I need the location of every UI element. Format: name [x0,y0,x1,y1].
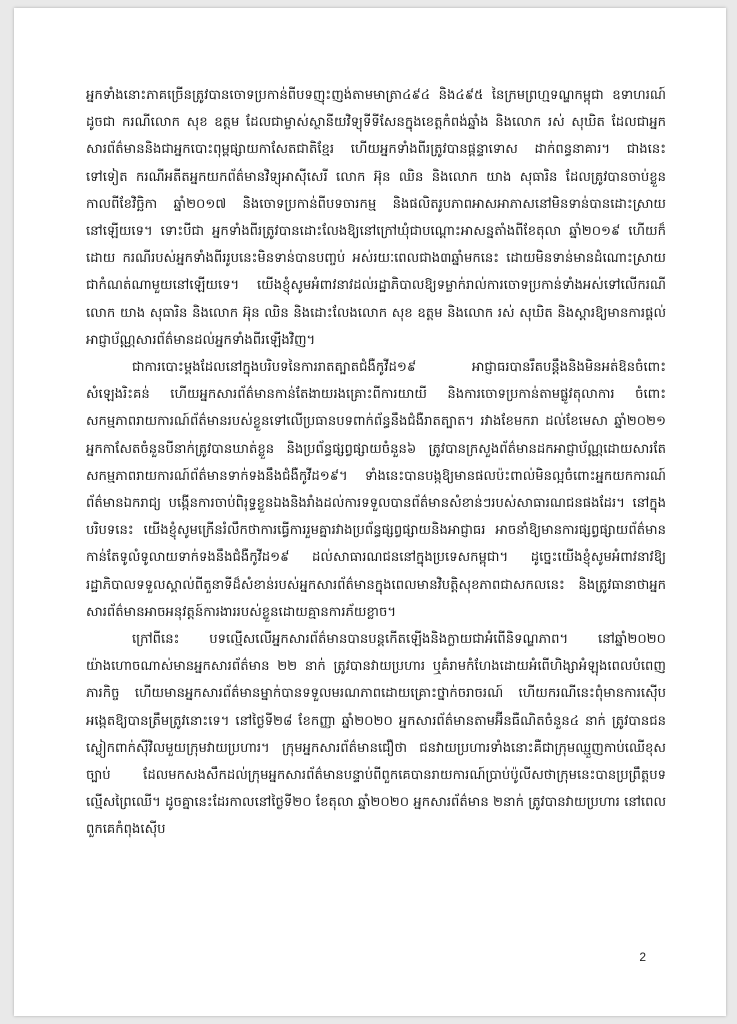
document-page [14,8,726,1016]
body-text [86,82,666,844]
page-number: 2 [639,950,646,964]
paragraph-3: ក្រៅពីនេះ បទល្មើសលើអ្នកសារព័ត៌មានបានបន្តកើតឡើងនិងក្លាយជាអំពើនិទណ្ឌភាព។ នៅឆ្នាំ២០២០ យ៉ាងហោចណាស់មានអ្នកសារព័ត៌មាន ២២ នាក់ ត្រូវបានវាយប្រហារ ឬគំរាមកំហែងដោយអំពើហិង្សាអំឡុងពេលបំពេញភារកិច្ច ហើយមានអ្នកសារព័ត៌មានម្នាក់បានទទួលមរណភាពដោយគ្រោះថ្នាក់ចរាចរណ៍ ហើយករណីនេះពុំមានការស៊ើបអង្កេតឱ្យបានត្រឹមត្រូវនោះទេ។ នៅថ្ងៃទី២៨ ខែកញ្ញា ឆ្នាំ២០២០ អ្នកសារព័ត៌មានតាមអ៊ីនធឺណិតចំនួន៤ នាក់ ត្រូវបានជនស្លៀកពាក់ស៊ីវិលមួយក្រុមវាយប្រហារ។ ក្រុមអ្នកសារព័ត៌មានជឿថា ជនវាយប្រហារទាំងនោះគឺជាក្រុមឈ្មួញកាប់ឈើខុសច្បាប់ ដែលមកសងសឹកដល់ក្រុមអ្នកសារព័ត៌មានបន្ទាប់ពីពួកគេបានរាយការណ៍ប្រាប់ប៉ូលីសថាក្រុមនេះបានប្រព្រឹត្តបទល្មើសព្រៃឈើ។ ដូចគ្នានេះដែរកាលនៅថ្ងៃទី២០ ខែតុលា ឆ្នាំ២០២០ អ្នកសារព័ត៌មាន ២នាក់ ត្រូវបានវាយប្រហារ នៅពេលពួកគេកំពុងស៊ើប [86,632,666,838]
paragraph-2: ជាការបោះម្តងដែលនៅក្នុងបរិបទនៃការរាតត្បាតជំងឺកូវីដ១៩ អាជ្ញាធរបានរឹតបន្តឹងនិងមិនអត់ឱនចំពោះសំឡេងរិះគន់ ហើយអ្នកសារព័ត៌មានកាន់តែងាយរងគ្រោះពីការយាយី និងការចោទប្រកាន់តាមផ្លូវតុលាការ ចំពោះសកម្មភាពរាយការណ៍ព័ត៌មានរបស់ខ្លួនទៅលើប្រធានបទពាក់ព័ន្ធនឹងជំងឺរាតត្បាត។ រវាងខែមករា ដល់ខែមេសា ឆ្នាំ២០២១ អ្នកកាសែតចំនួនបីនាក់ត្រូវបានឃាត់ខ្លួន និងប្រព័ន្ធផ្សព្វផ្សាយចំនួន៦ ត្រូវបានក្រសួងព័ត៌មានដកអាជ្ញាប័ណ្ណដោយសារតែសកម្មភាពរាយការណ៍ព័ត៌មានទាក់ទងនឹងជំងឺកូវីដ១៩។ ទាំងនេះបានបង្កឱ្យមានផលប៉ះពាល់មិនល្អចំពោះអ្នកយកការណ៍ព័ត៌មានឯករាជ្យ បង្កើនការចាប់ពិរុទ្ធខ្លួនឯងនិងរាំងដល់ការទទួលបានព័ត៌មានសំខាន់ៗរបស់សាធារណជនផងដែរ។ នៅក្នុងបរិបទនេះ យើងខ្ញុំសូមក្រើនរំលឹកថាការធ្វើការរួមគ្នារវាងប្រព័ន្ធផ្សព្វផ្សាយនិងអាជ្ញាធរ អាចនាំឱ្យមានការផ្សព្វផ្សាយព័ត៌មានកាន់តែទូលំទូលាយទាក់ទងនឹងជំងឺកូវីដ១៩ ដល់សាធារណជននៅក្នុងប្រទេសកម្ពុជា។ ដូច្នេះយើងខ្ញុំសូមអំពាវនាវឱ្យរដ្ឋាភិបាលទទួលស្គាល់ពីតួនាទីដ៏សំខាន់របស់អ្នកសារព័ត៌មានក្នុងពេលមានវិបត្តិសុខភាពជាសកលនេះ និងត្រូវធានាថាអ្នកសារព័ត៌មានអាចអនុវត្តន៍ការងាររបស់ខ្លួនដោយគ្មានការភ័យខ្លាច។ [86,360,666,620]
paragraph-1: អ្នកទាំងនោះភាគច្រើនត្រូវបានចោទប្រកាន់ពីបទញុះញង់តាមមាត្រា៤៩៤ និង៤៩៥ នៃក្រមព្រហ្មទណ្ឌកម្ពុជា ឧទាហរណ៍ដូចជា ករណីលោក សុខ ឧត្តម ដែលជាម្ចាស់ស្ថានីយវិទ្យុទីទីសែនក្នុងខេត្តកំពង់ឆ្នាំង និងលោក រស់ សុឃិត ដែលជាអ្នកសារព័ត៌មាននិងជាអ្នកបោះពុម្ពផ្សាយកាសែតជាតិខ្មែរ ហើយអ្នកទាំងពីរត្រូវបានផ្តន្ទាទោស ដាក់ពន្ធនាគារ។ ជាងនេះទៅទៀត ករណីអតីតអ្នកយកព័ត៌មានវិទ្យុអាស៊ីសេរី លោក អ៊ុន ឈិន និងលោក យាង សុធារិន ដែលត្រូវបានចាប់ខ្លួនកាលពីខែវិច្ឆិកា ឆ្នាំ២០១៧ និងចោទប្រកាន់ពីបទចារកម្ម និងផលិតរូបភាពអាសអាភាសនៅមិនទាន់បានដោះស្រាយនៅឡើយទេ។ ទោះបីជា អ្នកទាំងពីរត្រូវបានដោះលែងឱ្យនៅក្រៅឃុំជាបណ្ដោះអាសន្នតាំងពីខែតុលា ឆ្នាំ២០១៩ ហើយក៏ដោយ ករណីរបស់អ្នកទាំងពីររូបនេះមិនទាន់បានបញ្ចប់ អស់រយៈពេលជាង៣ឆ្នាំមកនេះ ដោយមិនទាន់មានដំណោះស្រាយជាកំណត់ណាមួយនៅឡើយទេ។ យើងខ្ញុំសូមអំពាវនាវដល់រដ្ឋាភិបាលឱ្យទម្លាក់រាល់ការចោទប្រកាន់ទាំងអស់ទៅលើករណីលោក យាង សុធារិន និងលោក អ៊ុន ឈិន និងដោះលែងលោក សុខ ឧត្តម និងលោក រស់ សុឃិត និងស្ដារឱ្យមានការផ្តល់អាជ្ញាប័ណ្ណសារព័ត៌មានដល់អ្នកទាំងពីរឡើងវិញ។ [86,88,666,348]
